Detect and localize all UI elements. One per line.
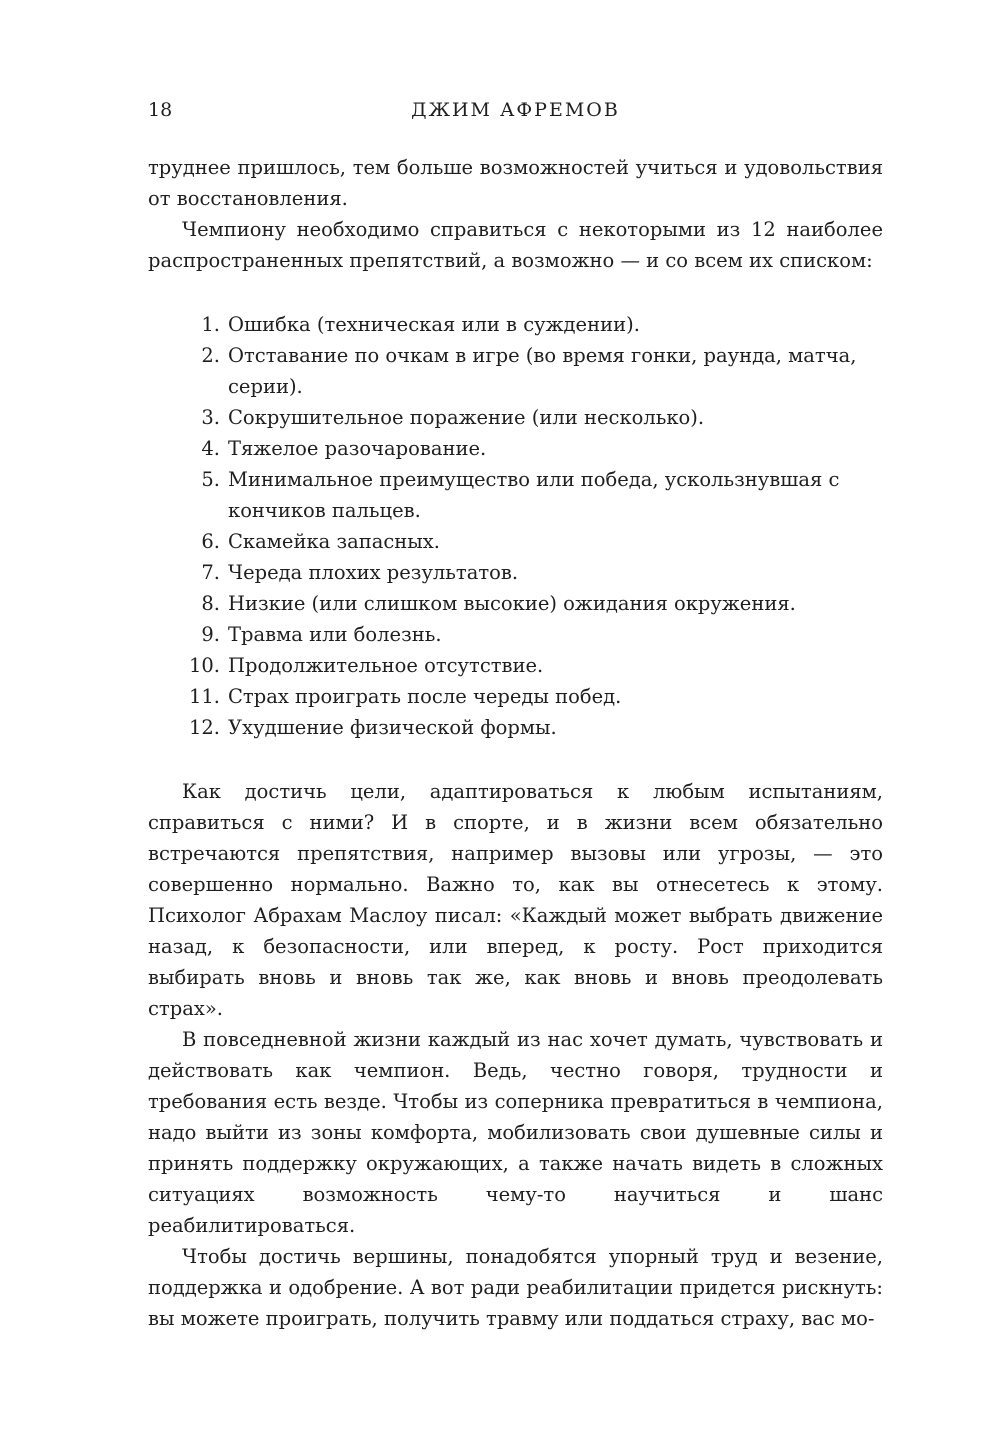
list-number: 10. — [188, 654, 220, 677]
list-item — [148, 526, 883, 557]
paragraph-continuation: труднее пришлось, тем больше возможностей учиться и удовольствия от восстановления. — [148, 156, 883, 210]
list-number: 3. — [201, 406, 220, 429]
list-item — [148, 309, 883, 340]
list-item — [148, 433, 883, 464]
list-text: Череда плохих результатов. — [228, 561, 519, 584]
paragraph-everyday: В повседневной жизни каждый из нас хочет думать, чувствовать и действовать как чемпион. Ведь, честно говоря, трудности и требования есть везде. Чтобы из соперника превратиться в чемпиона, надо выйти из зоны комфорта, мобилизовать свои душевные силы и принять поддержку окружающих, а также начать видеть в сложных ситуациях возможность чему-то научиться и шанс реабилитироваться. — [148, 1028, 883, 1237]
list-text: Ухудшение физической формы. — [228, 716, 557, 739]
list-text: Отставание по очкам в игре (во время гонки, раунда, матча, серии). — [228, 344, 857, 398]
list-number: 1. — [201, 313, 220, 336]
list-item — [148, 464, 883, 526]
list-text: Низкие (или слишком высокие) ожидания окружения. — [228, 592, 796, 615]
list-item — [148, 557, 883, 588]
list-text: Тяжелое разочарование. — [228, 437, 487, 460]
list-item — [148, 681, 883, 712]
list-number: 9. — [201, 623, 220, 646]
obstacles-list — [148, 309, 883, 743]
list-number: 12. — [188, 716, 220, 739]
paragraph-intro: Чемпиону необходимо справиться с некоторыми из 12 наиболее распространенных препятствий, а возможно — и со всем их списком: — [148, 218, 883, 272]
list-text: Травма или болезнь. — [228, 623, 442, 646]
list-text: Сокрушительное поражение (или несколько). — [228, 406, 705, 429]
list-number: 2. — [201, 344, 220, 367]
list-number: 5. — [201, 468, 220, 491]
list-item — [148, 619, 883, 650]
list-item — [148, 340, 883, 402]
body-text — [148, 152, 883, 1334]
list-text: Продолжительное отсутствие. — [228, 654, 544, 677]
list-item — [148, 712, 883, 743]
list-number: 6. — [201, 530, 220, 553]
running-head — [148, 96, 883, 124]
page-number: 18 — [148, 99, 173, 121]
list-item — [148, 650, 883, 681]
list-number: 4. — [201, 437, 220, 460]
list-text: Ошибка (техническая или в суждении). — [228, 313, 640, 336]
list-number: 11. — [188, 685, 220, 708]
list-text: Минимальное преимущество или победа, ускользнувшая с кончиков пальцев. — [228, 468, 840, 522]
list-text: Страх проиграть после череды побед. — [228, 685, 622, 708]
list-item — [148, 588, 883, 619]
paragraph-summit: Чтобы достичь вершины, понадобятся упорный труд и везение, поддержка и одобрение. А вот ради реабилитации придется рискнуть: вы можете проиграть, получить травму или поддаться страху, вас мо- — [148, 1245, 883, 1330]
list-number: 7. — [201, 561, 220, 584]
running-title: ДЖИМ АФРЕМОВ — [411, 99, 620, 121]
list-item — [148, 402, 883, 433]
list-number: 8. — [201, 592, 220, 615]
paragraph-maslow: Как достичь цели, адаптироваться к любым испытаниям, справиться с ними? И в спорте, и в жизни всем обязательно встречаются препятствия, например вызовы или угрозы, — это совершенно нормально. Важно то, как вы отнесетесь к этому. Психолог Абрахам Маслоу писал: «Каждый может выбрать движение назад, к безопасности, или вперед, к росту. Рост приходится выбирать вновь и вновь так же, как вновь и вновь преодолевать страх». — [148, 780, 883, 1020]
list-text: Скамейка запасных. — [228, 530, 440, 553]
